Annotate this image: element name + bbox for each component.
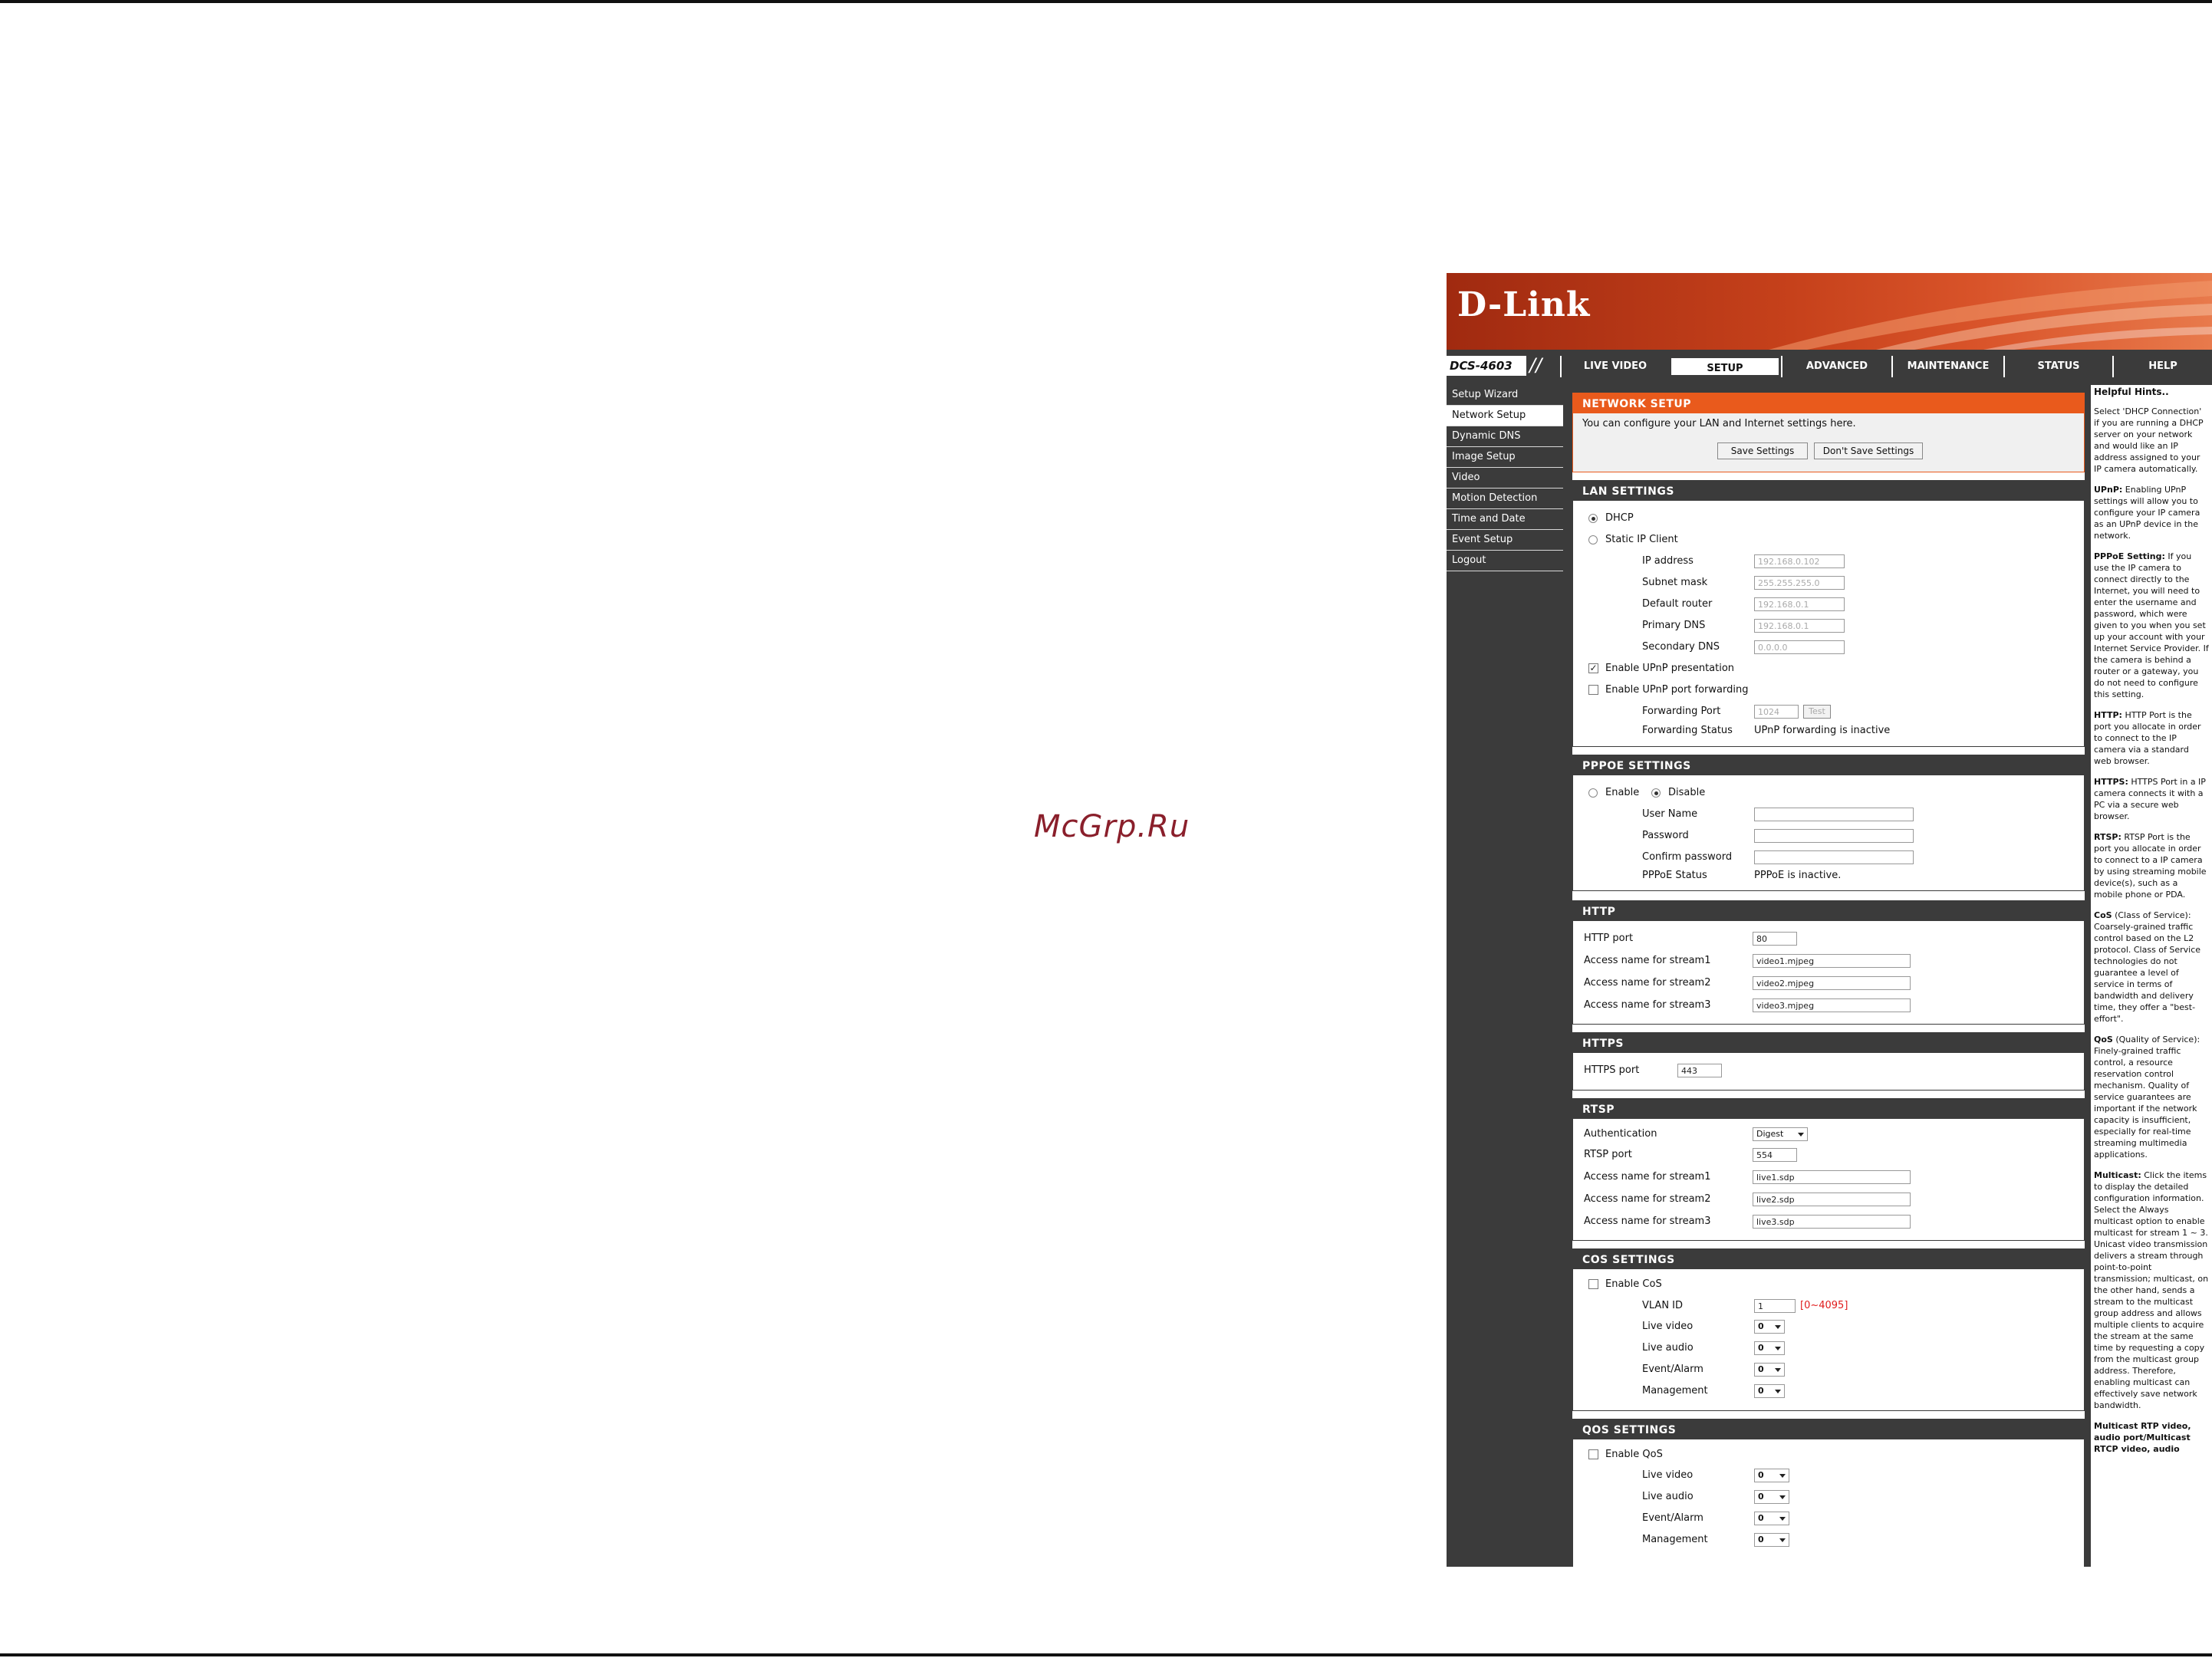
- primary-dns-label: Primary DNS: [1642, 620, 1706, 631]
- http-port-input[interactable]: 80: [1753, 932, 1797, 946]
- dropdown-caret-icon: [1775, 1390, 1781, 1393]
- cos-live-audio-label: Live audio: [1642, 1342, 1694, 1354]
- dropdown-caret-icon: [1779, 1474, 1786, 1478]
- cos-live-video-label: Live video: [1642, 1321, 1694, 1332]
- cos-management-select[interactable]: [1754, 1384, 1785, 1398]
- forwarding-status-value: UPnP forwarding is inactive: [1754, 725, 1891, 736]
- http-stream3-input[interactable]: video3.mjpeg: [1753, 998, 1911, 1012]
- cos-live-audio-select[interactable]: [1754, 1341, 1785, 1355]
- hint-qos: QoS (Quality of Service): Finely-grained traffic control, a resource reservation control mechanism. Quality of service guarantees are important if the network capacity is insufficient, especially for real-time streaming multimedia applications.: [2094, 1035, 2200, 1160]
- cos-event-alarm-value: 0: [1758, 1364, 1764, 1374]
- static-ip-label: Static IP Client: [1605, 534, 1678, 545]
- sidebar-item-network-setup[interactable]: Network Setup: [1447, 406, 1563, 426]
- rtsp-stream3-input[interactable]: live3.sdp: [1753, 1215, 1911, 1229]
- hint-multicast-rtp: Multicast RTP video, audio port/Multicast RTCP video, audio: [2094, 1421, 2191, 1454]
- https-title: HTTPS: [1573, 1033, 2084, 1053]
- qos-management-label: Management: [1642, 1534, 1708, 1545]
- rtsp-stream3-label: Access name for stream3: [1584, 1216, 1711, 1227]
- tab-advanced[interactable]: ADVANCED: [1781, 356, 1891, 377]
- http-stream1-input[interactable]: video1.mjpeg: [1753, 954, 1911, 968]
- pppoe-status-value: PPPoE is inactive.: [1754, 870, 1842, 881]
- hint-http: HTTP: HTTP Port is the port you allocate in order to connect to the IP camera via a standard web browser.: [2094, 710, 2201, 766]
- sidebar-item-video[interactable]: Video: [1447, 468, 1563, 489]
- divider-slashes-icon: //: [1529, 354, 1542, 376]
- rtsp-panel: [1572, 1098, 2085, 1241]
- hint-cos: CoS (Class of Service): Coarsely-grained traffic control based on the L2 protocol. Class of Service technologies do not guarantee a level of service in terms of bandwidth and delivery time, they offer a "best-effort".: [2094, 910, 2201, 1024]
- pppoe-username-label: User Name: [1642, 808, 1698, 820]
- secondary-dns-input[interactable]: 0.0.0.0: [1754, 640, 1845, 654]
- sidebar-item-image-setup[interactable]: Image Setup: [1447, 447, 1563, 468]
- ip-address-input[interactable]: 192.168.0.102: [1754, 554, 1845, 568]
- rtsp-stream2-input[interactable]: live2.sdp: [1753, 1193, 1911, 1206]
- qos-settings-panel: [1572, 1419, 2085, 1567]
- rtsp-title: RTSP: [1573, 1099, 2084, 1119]
- enable-cos-label: Enable CoS: [1605, 1278, 1662, 1290]
- hint-rtsp: RTSP: RTSP Port is the port you allocate in order to connect to a IP camera by using streaming mobile device(s), such as a mobile phone or PDA.: [2094, 832, 2207, 900]
- hints-title: Helpful Hints..: [2094, 387, 2169, 397]
- rtsp-port-label: RTSP port: [1584, 1149, 1632, 1160]
- qos-live-audio-label: Live audio: [1642, 1491, 1694, 1502]
- network-setup-description: You can configure your LAN and Internet settings here.: [1582, 418, 1856, 429]
- upnp-presentation-label: Enable UPnP presentation: [1605, 663, 1735, 674]
- pppoe-password-label: Password: [1642, 830, 1689, 841]
- rtsp-auth-label: Authentication: [1584, 1128, 1657, 1140]
- qos-live-video-label: Live video: [1642, 1469, 1694, 1481]
- qos-management-value: 0: [1758, 1535, 1764, 1545]
- cos-event-alarm-select[interactable]: [1754, 1363, 1785, 1377]
- top-rule: [0, 0, 2212, 3]
- https-panel: [1572, 1032, 2085, 1091]
- dhcp-radio[interactable]: [1588, 514, 1598, 523]
- hint-upnp: UPnP: Enabling UPnP settings will allow you to configure your IP camera as an UPnP device in the network.: [2094, 485, 2200, 541]
- dropdown-caret-icon: [1775, 1347, 1781, 1350]
- enable-qos-checkbox[interactable]: [1588, 1449, 1598, 1459]
- pppoe-disable-radio[interactable]: [1651, 788, 1661, 798]
- qos-management-select[interactable]: [1754, 1533, 1789, 1547]
- sidebar-item-time-and-date[interactable]: Time and Date: [1447, 509, 1563, 530]
- vlan-id-label: VLAN ID: [1642, 1300, 1684, 1311]
- top-nav: [1447, 353, 2212, 379]
- dont-save-settings-button[interactable]: Don't Save Settings: [1814, 442, 1923, 459]
- model-label: DCS-4603: [1447, 356, 1526, 376]
- cos-management-value: 0: [1758, 1386, 1764, 1396]
- cos-event-alarm-label: Event/Alarm: [1642, 1364, 1703, 1375]
- enable-qos-label: Enable QoS: [1605, 1449, 1663, 1460]
- save-settings-button[interactable]: Save Settings: [1717, 442, 1808, 459]
- tab-help[interactable]: HELP: [2112, 356, 2212, 377]
- sidebar-item-motion-detection[interactable]: Motion Detection: [1447, 489, 1563, 509]
- http-title: HTTP: [1573, 901, 2084, 921]
- http-port-label: HTTP port: [1584, 933, 1634, 944]
- rtsp-stream1-input[interactable]: live1.sdp: [1753, 1170, 1911, 1184]
- default-router-input[interactable]: 192.168.0.1: [1754, 597, 1845, 611]
- qos-event-alarm-label: Event/Alarm: [1642, 1512, 1703, 1524]
- pppoe-enable-radio[interactable]: [1588, 788, 1598, 798]
- tab-maintenance[interactable]: MAINTENANCE: [1891, 356, 2003, 377]
- rtsp-stream1-label: Access name for stream1: [1584, 1171, 1711, 1183]
- lan-settings-panel: [1572, 480, 2085, 747]
- http-stream3-label: Access name for stream3: [1584, 999, 1711, 1011]
- camera-web-ui: [1447, 273, 2212, 1567]
- cos-live-video-select[interactable]: [1754, 1320, 1785, 1334]
- sidebar-item-setup-wizard[interactable]: Setup Wizard: [1447, 385, 1563, 406]
- tab-setup[interactable]: SETUP: [1669, 356, 1781, 377]
- network-setup-title: NETWORK SETUP: [1573, 393, 2084, 413]
- hint-multicast: Multicast: Click the items to display the detailed configuration information. Select the Always multicast option to enable multicast for stream 1 ~ 3. Unicast video transmission delivers a stream through point-to-point transmission; multicast, on the other hand, sends a stream to the multicast group address and allows multiple clients to acquire the stream at the same time by requesting a copy from the multicast group address. Therefore, enabling multicast can effectively save network bandwidth.: [2094, 1170, 2209, 1410]
- dropdown-caret-icon: [1779, 1517, 1786, 1521]
- dhcp-label: DHCP: [1605, 512, 1634, 524]
- helpful-hints-panel: [2091, 385, 2212, 1567]
- qos-event-alarm-value: 0: [1758, 1513, 1764, 1523]
- rtsp-port-input[interactable]: 554: [1753, 1148, 1797, 1162]
- dropdown-caret-icon: [1775, 1368, 1781, 1372]
- test-button[interactable]: Test: [1803, 705, 1831, 719]
- pppoe-status-label: PPPoE Status: [1642, 870, 1707, 881]
- pppoe-settings-title: PPPOE SETTINGS: [1573, 755, 2084, 775]
- https-port-label: HTTPS port: [1584, 1064, 1640, 1076]
- sidebar-item-logout[interactable]: Logout: [1447, 551, 1563, 571]
- header-banner: [1447, 273, 2212, 350]
- setup-sidebar: [1447, 385, 1563, 571]
- subnet-mask-label: Subnet mask: [1642, 577, 1708, 588]
- sidebar-item-dynamic-dns[interactable]: Dynamic DNS: [1447, 426, 1563, 447]
- qos-live-video-select[interactable]: [1754, 1469, 1789, 1482]
- cos-management-label: Management: [1642, 1385, 1708, 1396]
- http-stream2-label: Access name for stream2: [1584, 977, 1711, 989]
- forwarding-status-label: Forwarding Status: [1642, 725, 1733, 736]
- qos-live-audio-select[interactable]: [1754, 1490, 1789, 1504]
- dropdown-caret-icon: [1798, 1133, 1804, 1137]
- upnp-forwarding-checkbox[interactable]: [1588, 685, 1598, 695]
- ip-address-label: IP address: [1642, 555, 1694, 567]
- primary-dns-input[interactable]: 192.168.0.1: [1754, 619, 1845, 633]
- upnp-presentation-checkbox[interactable]: ✓: [1589, 663, 1598, 673]
- qos-settings-title: QOS SETTINGS: [1573, 1419, 2084, 1439]
- pppoe-confirm-input[interactable]: [1754, 850, 1914, 864]
- qos-event-alarm-select[interactable]: [1754, 1512, 1789, 1525]
- cos-settings-title: COS SETTINGS: [1573, 1249, 2084, 1269]
- rtsp-stream2-label: Access name for stream2: [1584, 1193, 1711, 1205]
- main-content: [1572, 393, 2085, 1567]
- dlink-logo: D-Link: [1457, 285, 1591, 324]
- cos-live-video-value: 0: [1758, 1321, 1764, 1331]
- dropdown-caret-icon: [1779, 1495, 1786, 1499]
- enable-cos-checkbox[interactable]: [1588, 1279, 1598, 1289]
- hint-https: HTTPS: HTTPS Port in a IP camera connects it with a PC via a secure web browser.: [2094, 777, 2206, 821]
- pppoe-username-input[interactable]: [1754, 808, 1914, 821]
- pppoe-disable-label: Disable: [1668, 787, 1706, 798]
- sidebar-item-event-setup[interactable]: Event Setup: [1447, 530, 1563, 551]
- vlan-id-input[interactable]: 1: [1754, 1299, 1796, 1313]
- hint-dhcp: Select 'DHCP Connection' if you are running a DHCP server on your network and would like an IP address assigned to your IP camera automatically.: [2094, 406, 2204, 474]
- hint-pppoe: PPPoE Setting: If you use the IP camera to connect directly to the Internet, you will need to enter the username and password, which were given to you when you set up your account with your Internet Service Provider. If the camera is behind a router or a gateway, you do not need to configure this setting.: [2094, 551, 2209, 699]
- pppoe-settings-panel: [1572, 755, 2085, 891]
- cos-settings-panel: [1572, 1248, 2085, 1411]
- dropdown-caret-icon: [1779, 1538, 1786, 1542]
- dropdown-caret-icon: [1775, 1325, 1781, 1329]
- static-ip-radio[interactable]: [1588, 535, 1598, 544]
- network-setup-panel: [1572, 393, 2085, 472]
- forwarding-port-input[interactable]: 1024: [1754, 705, 1799, 719]
- pppoe-confirm-label: Confirm password: [1642, 851, 1733, 863]
- rtsp-auth-select[interactable]: [1753, 1127, 1808, 1141]
- watermark: McGrp.Ru: [1034, 809, 1190, 844]
- qos-live-audio-value: 0: [1758, 1492, 1764, 1502]
- bottom-rule: [0, 1653, 2212, 1656]
- http-stream2-input[interactable]: video2.mjpeg: [1753, 976, 1911, 990]
- subnet-mask-input[interactable]: 255.255.255.0: [1754, 576, 1845, 590]
- https-port-input[interactable]: 443: [1677, 1064, 1722, 1077]
- forwarding-port-label: Forwarding Port: [1642, 706, 1721, 717]
- tab-live-video[interactable]: LIVE VIDEO: [1560, 356, 1669, 377]
- default-router-label: Default router: [1642, 598, 1713, 610]
- cos-live-audio-value: 0: [1758, 1343, 1764, 1353]
- lan-settings-title: LAN SETTINGS: [1573, 481, 2084, 501]
- upnp-forwarding-label: Enable UPnP port forwarding: [1605, 684, 1749, 696]
- tab-status[interactable]: STATUS: [2003, 356, 2112, 377]
- pppoe-password-input[interactable]: [1754, 829, 1914, 843]
- vlan-range-hint: [0~4095]: [1800, 1300, 1848, 1311]
- secondary-dns-label: Secondary DNS: [1642, 641, 1720, 653]
- http-panel: [1572, 900, 2085, 1025]
- qos-live-video-value: 0: [1758, 1470, 1764, 1480]
- rtsp-auth-value: Digest: [1756, 1129, 1784, 1139]
- pppoe-enable-label: Enable: [1605, 787, 1640, 798]
- http-stream1-label: Access name for stream1: [1584, 955, 1711, 966]
